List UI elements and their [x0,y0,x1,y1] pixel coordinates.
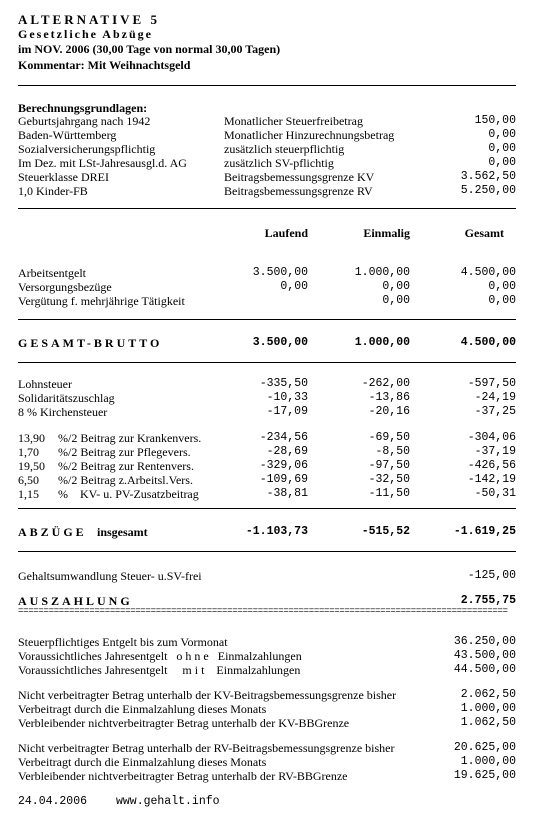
social-einmalig-0: -69,50 [368,431,410,444]
social-label-1: %/2 Beitrag zur Pflegevers. [58,445,191,459]
social-laufend-2: -329,06 [259,459,308,472]
payout-label: AUSZAHLUNG [18,594,133,608]
social-gesamt-4: -50,31 [474,487,516,500]
conversion-value: -125,00 [467,569,516,582]
basis-left-5: 1,0 Kinder-FB [18,184,88,198]
deductions-laufend: -1.103,73 [245,525,308,538]
basis-heading: Berechnungsgrundlagen: [18,101,148,115]
income-laufend-1: 0,00 [280,280,308,293]
basis-right-label-0: Monatlicher Steuerfreibetrag [224,114,363,128]
column-header-gesamt: Gesamt [464,226,504,240]
annual-value-0: 36.250,00 [453,635,516,648]
social-gesamt-1: -37,19 [474,445,516,458]
divider [18,551,516,552]
tax-gesamt-1: -24,19 [474,391,516,404]
income-label-0: Arbeitsentgelt [18,266,86,280]
social-label-0: %/2 Beitrag zur Krankenvers. [58,431,202,445]
tax-laufend-0: -335,50 [259,377,308,390]
social-einmalig-4: -11,50 [368,487,410,500]
basis-left-1: Baden-Württemberg [18,128,117,142]
social-gesamt-2: -426,56 [467,459,516,472]
annual-value-2: 44.500,00 [453,663,516,676]
tax-label-2: 8 % Kirchensteuer [18,405,108,419]
basis-right-label-5: Beitragsbemessungsgrenze RV [224,184,373,198]
basis-right-label-1: Monatlicher Hinzurechnungsbetrag [224,128,395,142]
basis-value-2: 0,00 [488,142,516,155]
income-einmalig-1: 0,00 [382,280,410,293]
basis-value-4: 3.562,50 [460,170,516,183]
tax-einmalig-2: -20,16 [368,405,410,418]
income-einmalig-2: 0,00 [382,294,410,307]
basis-value-0: 150,00 [474,114,516,127]
kv-label-0: Nicht verbeitragter Betrag unterhalb der KV-Beitragsbemessungsgrenze bisher [18,688,397,702]
income-gesamt-0: 4.500,00 [460,266,516,279]
divider [18,85,516,86]
income-laufend-0: 3.500,00 [252,266,308,279]
social-laufend-0: -234,56 [259,431,308,444]
document-subtitle: Gesetzliche Abzüge [18,27,153,41]
tax-gesamt-0: -597,50 [467,377,516,390]
period-line: im NOV. 2006 (30,00 Tage von normal 30,00 Tagen) [18,42,281,56]
gross-gesamt: 4.500,00 [460,336,516,349]
tax-label-1: Solidaritätszuschlag [18,391,115,405]
social-laufend-4: -38,81 [266,487,308,500]
social-rate-1: 1,70 [18,445,39,459]
basis-value-3: 0,00 [488,156,516,169]
social-label-3: %/2 Beitrag z.Arbeitsl.Vers. [58,473,193,487]
basis-value-1: 0,00 [488,128,516,141]
conversion-label: Gehaltsumwandlung Steuer- u.SV-frei [18,569,202,583]
annual-label-1: Voraussichtliches Jahresentgelt o h n e Einmalzahlungen [18,649,302,663]
social-einmalig-2: -97,50 [368,459,410,472]
payout-double-rule: ================================================================================================ [18,606,508,616]
tax-label-0: Lohnsteuer [18,377,72,391]
social-einmalig-1: -8,50 [375,445,410,458]
kv-value-2: 1.062,50 [460,716,516,729]
tax-einmalig-1: -13,86 [368,391,410,404]
kv-label-1: Verbeitragt durch die Einmalzahlung dieses Monats [18,702,267,716]
annual-label-0: Steuerpflichtiges Entgelt bis zum Vormonat [18,635,228,649]
basis-left-2: Sozialversicherungspflichtig [18,142,156,156]
social-rate-4: 1,15 [18,487,39,501]
deductions-label: ABZÜGE [18,525,87,539]
income-gesamt-2: 0,00 [488,294,516,307]
social-rate-2: 19,50 [18,459,45,473]
basis-value-5: 5.250,00 [460,184,516,197]
gross-laufend: 3.500,00 [252,336,308,349]
social-laufend-3: -109,69 [259,473,308,486]
rv-value-0: 20.625,00 [453,741,516,754]
divider [18,319,516,320]
basis-left-0: Geburtsjahrgang nach 1942 [18,114,151,128]
tax-laufend-2: -17,09 [266,405,308,418]
rv-label-0: Nicht verbeitragter Betrag unterhalb der RV-Beitragsbemessungsgrenze bisher [18,741,395,755]
footer-url[interactable]: www.gehalt.info [116,795,220,808]
rv-value-1: 1.000,00 [460,755,516,768]
social-rate-0: 13,90 [18,431,45,445]
annual-value-1: 43.500,00 [453,649,516,662]
divider [18,508,516,509]
gross-label: GESAMT-BRUTTO [18,336,163,350]
footer-date: 24.04.2006 [18,795,88,808]
document-title: ALTERNATIVE 5 [18,12,160,27]
basis-right-label-3: zusätzlich SV-pflichtig [224,156,334,170]
tax-einmalig-0: -262,00 [361,377,410,390]
income-label-1: Versorgungsbezüge [18,280,112,294]
social-label-2: %/2 Beitrag zur Rentenvers. [58,459,194,473]
income-label-2: Vergütung f. mehrjährige Tätigkeit [18,294,185,308]
comment-line: Kommentar: Mit Weihnachtsgeld [18,58,191,72]
social-gesamt-3: -142,19 [467,473,516,486]
basis-left-3: Im Dez. mit LSt-Jahresausgl.d. AG [18,156,187,170]
income-gesamt-1: 0,00 [488,280,516,293]
income-einmalig-0: 1.000,00 [354,266,410,279]
rv-value-2: 19.625,00 [453,769,516,782]
divider [18,362,516,363]
gross-einmalig: 1.000,00 [354,336,410,349]
column-header-einmalig: Einmalig [363,226,410,240]
divider [18,208,516,209]
social-einmalig-3: -32,50 [368,473,410,486]
basis-right-label-2: zusätzlich steuerpflichtig [224,142,345,156]
social-rate-3: 6,50 [18,473,39,487]
column-header-laufend: Laufend [264,226,308,240]
deductions-einmalig: -515,52 [361,525,410,538]
basis-left-4: Steuerklasse DREI [18,170,109,184]
basis-right-label-4: Beitragsbemessungsgrenze KV [224,170,375,184]
payout-value: 2.755,75 [460,594,516,607]
tax-gesamt-2: -37,25 [474,405,516,418]
rv-label-2: Verbleibender nichtverbeitragter Betrag unterhalb der RV-BBGrenze [18,769,348,783]
rv-label-1: Verbeitragt durch die Einmalzahlung dieses Monats [18,755,267,769]
tax-laufend-1: -10,33 [266,391,308,404]
deductions-gesamt: -1.619,25 [453,525,516,538]
kv-label-2: Verbleibender nichtverbeitragter Betrag unterhalb der KV-BBGrenze [18,716,350,730]
kv-value-0: 2.062,50 [460,688,516,701]
kv-value-1: 1.000,00 [460,702,516,715]
social-label-4: % KV- u. PV-Zusatzbeitrag [58,487,199,501]
social-laufend-1: -28,69 [266,445,308,458]
deductions-suffix: insgesamt [97,525,148,539]
annual-label-2: Voraussichtliches Jahresentgelt m i t Einmalzahlungen [18,663,301,677]
social-gesamt-0: -304,06 [467,431,516,444]
